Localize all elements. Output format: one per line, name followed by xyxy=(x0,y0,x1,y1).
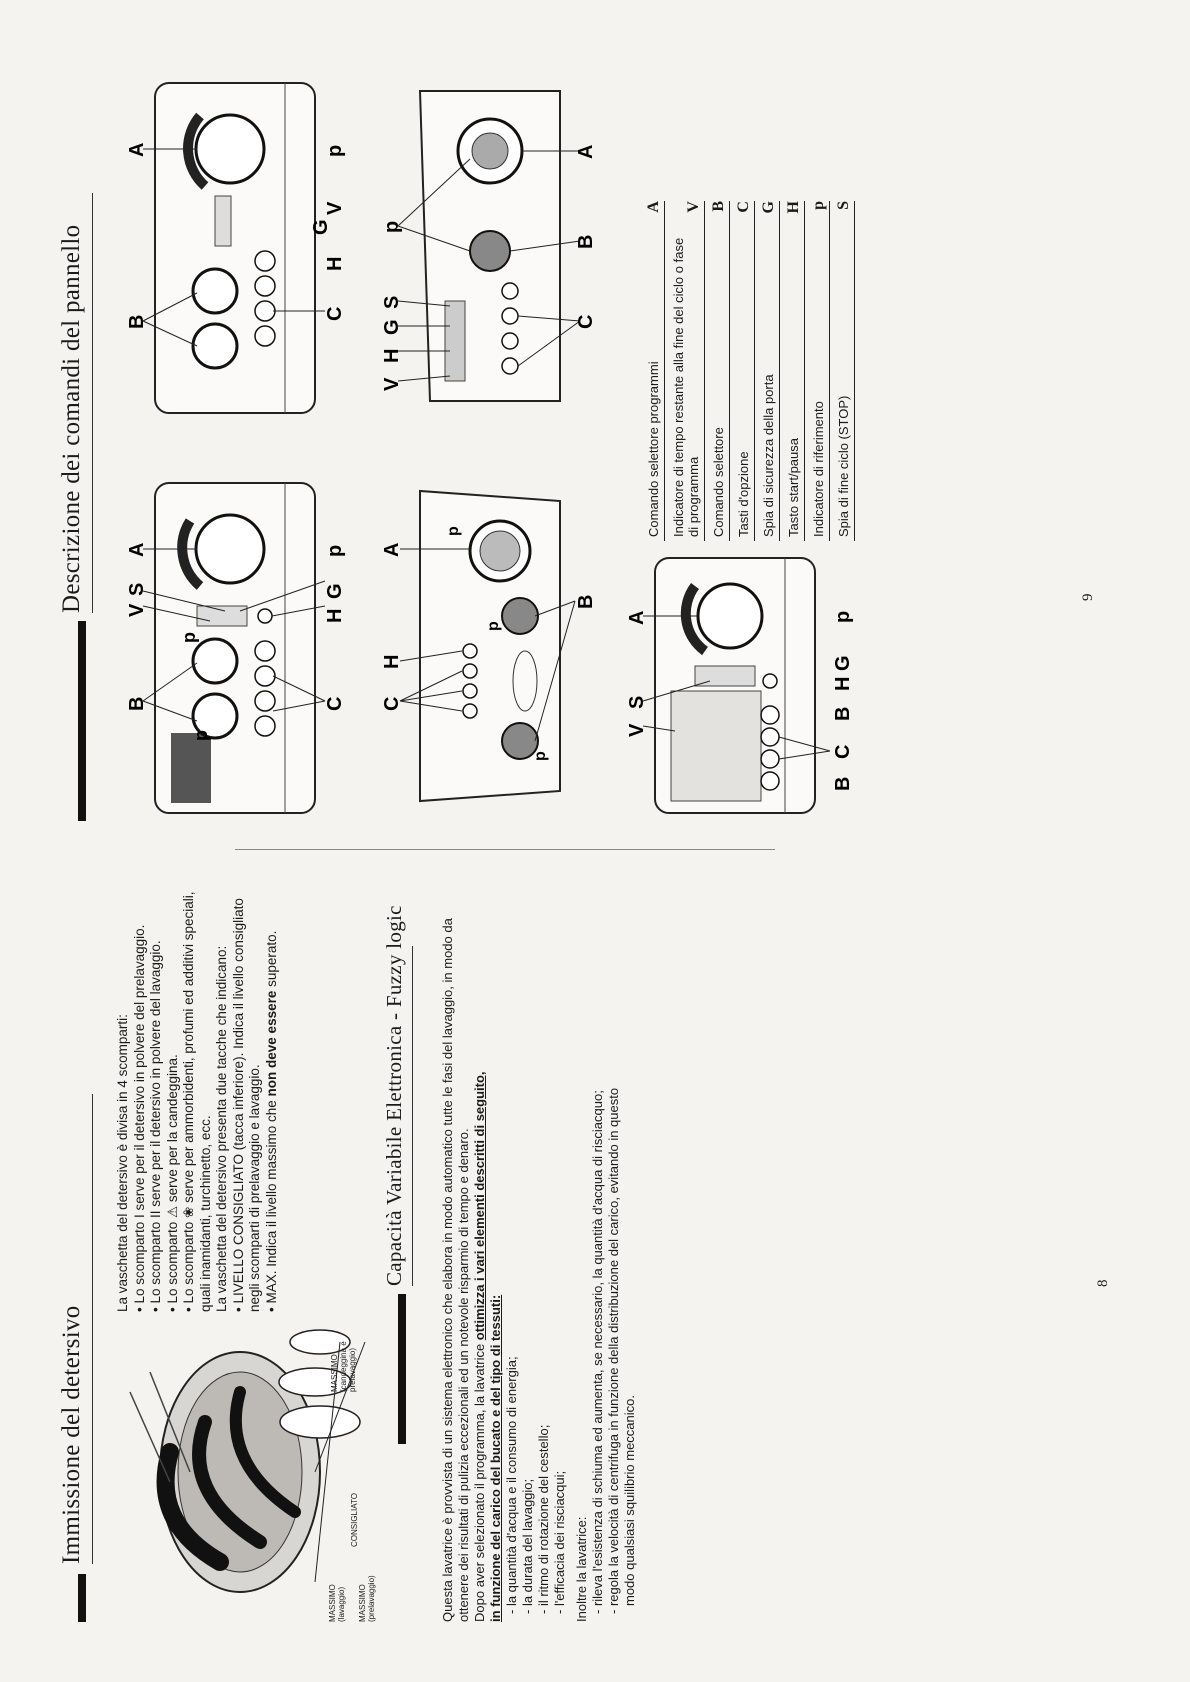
callout-label: p xyxy=(832,610,854,623)
fuzzy-list-item: - la durata del lavaggio; xyxy=(520,1478,535,1614)
fuzzy-list2-item: modo qualsiasi squilibrio meccanico. xyxy=(622,1395,637,1606)
callout-label: G xyxy=(832,655,854,671)
callout-label: G xyxy=(310,219,332,235)
callout-label: B xyxy=(126,696,148,711)
callout-label: p xyxy=(445,526,462,536)
fuzzy-para-2b: ottimizza i vari elementi descritti di seguito, xyxy=(472,1071,487,1341)
legend-key: H xyxy=(785,201,802,214)
fuzzy-para-2c: in funzione del carico del bucato e del tipo di tessuti: xyxy=(488,1294,503,1622)
fuzzy-text xyxy=(440,872,638,1622)
detergent-bullet-3: • Lo scomparto ⚠ serve per la candeggina. xyxy=(164,1054,180,1312)
legend-text: Indicatore di riferimento xyxy=(811,401,826,537)
callout-label: p xyxy=(179,632,199,643)
callout-label: H xyxy=(324,256,346,271)
callout-label: V xyxy=(381,377,403,391)
controls-legend xyxy=(640,201,855,541)
callout-label: A xyxy=(381,542,403,557)
legend-text: Indicatore di tempo restante alla fine del ciclo o fase di programma xyxy=(671,237,701,537)
callout-label: G xyxy=(381,319,403,335)
panel-title: Descrizione dei comandi del pannello xyxy=(58,224,85,613)
legend-key: C xyxy=(735,201,752,213)
legend-row xyxy=(640,201,665,541)
callout-label: B xyxy=(575,594,597,609)
max-bold: non deve essere xyxy=(263,990,279,1097)
callout-label: A xyxy=(575,144,597,159)
callout-label: G xyxy=(324,583,346,599)
callout-label: p xyxy=(191,730,211,741)
callout-label: p xyxy=(324,144,346,157)
legend-text: Tasto start/pausa xyxy=(786,438,801,537)
panel-title-rule xyxy=(92,193,93,613)
max-end: superato. xyxy=(263,930,279,987)
fuzzy-list-item: - la quantità d'acqua e il consumo di energia; xyxy=(504,1356,519,1614)
label-massimo-lavaggio: MASSIMO (lavaggio) xyxy=(328,1584,346,1622)
fuzzy-para-1: Questa lavatrice è provvista di un sistema elettronico che elabora in modo automatico tutte le fasi del lavaggio, in modo da ottenere dei risultati di pulizia eccezionali ed un notevole risparmio di tempo e denaro. xyxy=(440,918,471,1622)
fuzzy-list2-item: - rileva l'esistenza di schiuma ed aumenta, se necessario, la quantità d'acqua di risciacquo; xyxy=(590,1090,605,1614)
callout-label: B xyxy=(575,234,597,249)
legend-row xyxy=(665,201,705,541)
callout-label: p xyxy=(381,220,403,233)
legend-row xyxy=(805,201,830,541)
control-panel-1 xyxy=(115,476,345,821)
callout-label: p xyxy=(532,751,549,761)
fuzzy-title-rule xyxy=(412,946,413,1286)
page-number-right: 9 xyxy=(1080,593,1096,601)
legend-key: S xyxy=(835,201,852,210)
page-number-left: 8 xyxy=(1095,1279,1111,1287)
legend-key: p xyxy=(810,201,827,210)
callout-label: H xyxy=(324,608,346,623)
callout-label: B xyxy=(832,776,854,791)
detergent-intro: La vaschetta del detersivo è divisa in 4 scomparti: xyxy=(115,1014,130,1312)
callout-label: H xyxy=(381,654,403,669)
callout-label: B xyxy=(126,314,148,329)
callout-label: V xyxy=(324,201,346,215)
detergent-title: Immissione del detersivo xyxy=(58,1305,85,1564)
callout-label: H xyxy=(381,348,403,363)
callout-label: C xyxy=(324,696,346,711)
legend-key: V xyxy=(685,201,702,213)
legend-row xyxy=(705,201,730,541)
legend-key: A xyxy=(645,201,662,213)
detergent-notches: La vaschetta del detersivo presenta due tacche che indicano: xyxy=(214,945,229,1312)
detergent-bullet-1: • Lo scomparto I serve per il detersivo in polvere del prelavaggio. xyxy=(131,924,147,1312)
max-text: • MAX. Indica il livello massimo che xyxy=(263,1096,279,1312)
callout-label: A xyxy=(626,610,648,625)
control-panel-2 xyxy=(115,76,345,421)
control-panel-3 xyxy=(370,476,597,821)
page-fold-line xyxy=(235,849,775,850)
callout-label: C xyxy=(324,306,346,321)
callout-label: p xyxy=(324,544,346,557)
legend-text: Spia di sicurezza della porta xyxy=(761,374,776,537)
callout-label: V xyxy=(126,603,148,617)
legend-text: Tasti d'opzione xyxy=(736,451,751,537)
legend-row xyxy=(780,201,805,541)
callout-label: V xyxy=(626,723,648,737)
callout-label: C xyxy=(575,314,597,329)
callout-label: H xyxy=(832,676,854,691)
detergent-bullet-4: • Lo scomparto ❀ serve per ammorbidenti, profumi ed additivi speciali, quali inamidanti, turchinetto, ecc. xyxy=(181,891,213,1312)
callout-label: p xyxy=(485,621,502,631)
fuzzy-list-item: - l'efficacia dei risciacqui; xyxy=(552,1470,567,1614)
legend-row xyxy=(830,201,855,541)
detergent-bullet-6 xyxy=(264,872,281,1312)
right-title-bar xyxy=(78,621,86,821)
fuzzy-para-2a: Dopo aver selezionato il programma, la lavatrice xyxy=(472,1340,487,1622)
control-panel-4 xyxy=(370,76,597,421)
callout-label: A xyxy=(126,542,148,557)
label-consigliato: CONSIGLIATO xyxy=(350,1493,359,1547)
legend-key: G xyxy=(760,201,777,214)
callout-label: C xyxy=(381,696,403,711)
control-panel-5 xyxy=(615,551,855,821)
callout-label: S xyxy=(381,295,403,309)
legend-text: Comando selettore xyxy=(711,427,726,537)
callout-label: B xyxy=(832,706,854,721)
legend-text: Spia di fine ciclo (STOP) xyxy=(836,395,851,537)
fuzzy-list2-item: - regola la velocità di centrifuga in funzione della distribuzione del carico, evitando in questo xyxy=(606,1087,621,1614)
callout-label: A xyxy=(126,142,148,157)
callout-label: S xyxy=(126,582,148,596)
legend-row xyxy=(730,201,755,541)
legend-text: Comando selettore programmi xyxy=(646,361,661,537)
legend-row xyxy=(755,201,780,541)
title-rule xyxy=(92,1094,93,1564)
fuzzy-title-bar xyxy=(398,1294,406,1444)
fuzzy-para-2 xyxy=(472,872,504,1622)
detergent-text xyxy=(115,872,280,1312)
callout-label: S xyxy=(626,695,648,709)
fuzzy-title: Capacità Variabile Elettronica - Fuzzy logic xyxy=(382,905,406,1286)
callout-label: C xyxy=(832,744,854,759)
title-bar xyxy=(78,1574,86,1622)
legend-key: B xyxy=(710,201,727,212)
detergent-bullet-5: • LIVELLO CONSIGLIATO (tacca inferiore). Indica il livello consigliato negli scomparti di prelavaggio e lavaggio. xyxy=(230,898,262,1312)
label-massimo-prelavaggio: MASSIMO (prelavaggio) xyxy=(358,1575,376,1622)
detergent-bullet-2: • Lo scomparto II serve per il detersivo in polvere del lavaggio. xyxy=(148,940,163,1312)
label-massimo-candeggina: MASSIMO (candeggina e prelavaggio) xyxy=(330,1341,357,1392)
fuzzy-para-3: Inoltre la lavatrice: xyxy=(574,1516,589,1622)
left-page xyxy=(0,862,1190,1682)
fuzzy-list-item: - il ritmo di rotazione del cestello; xyxy=(536,1424,551,1614)
